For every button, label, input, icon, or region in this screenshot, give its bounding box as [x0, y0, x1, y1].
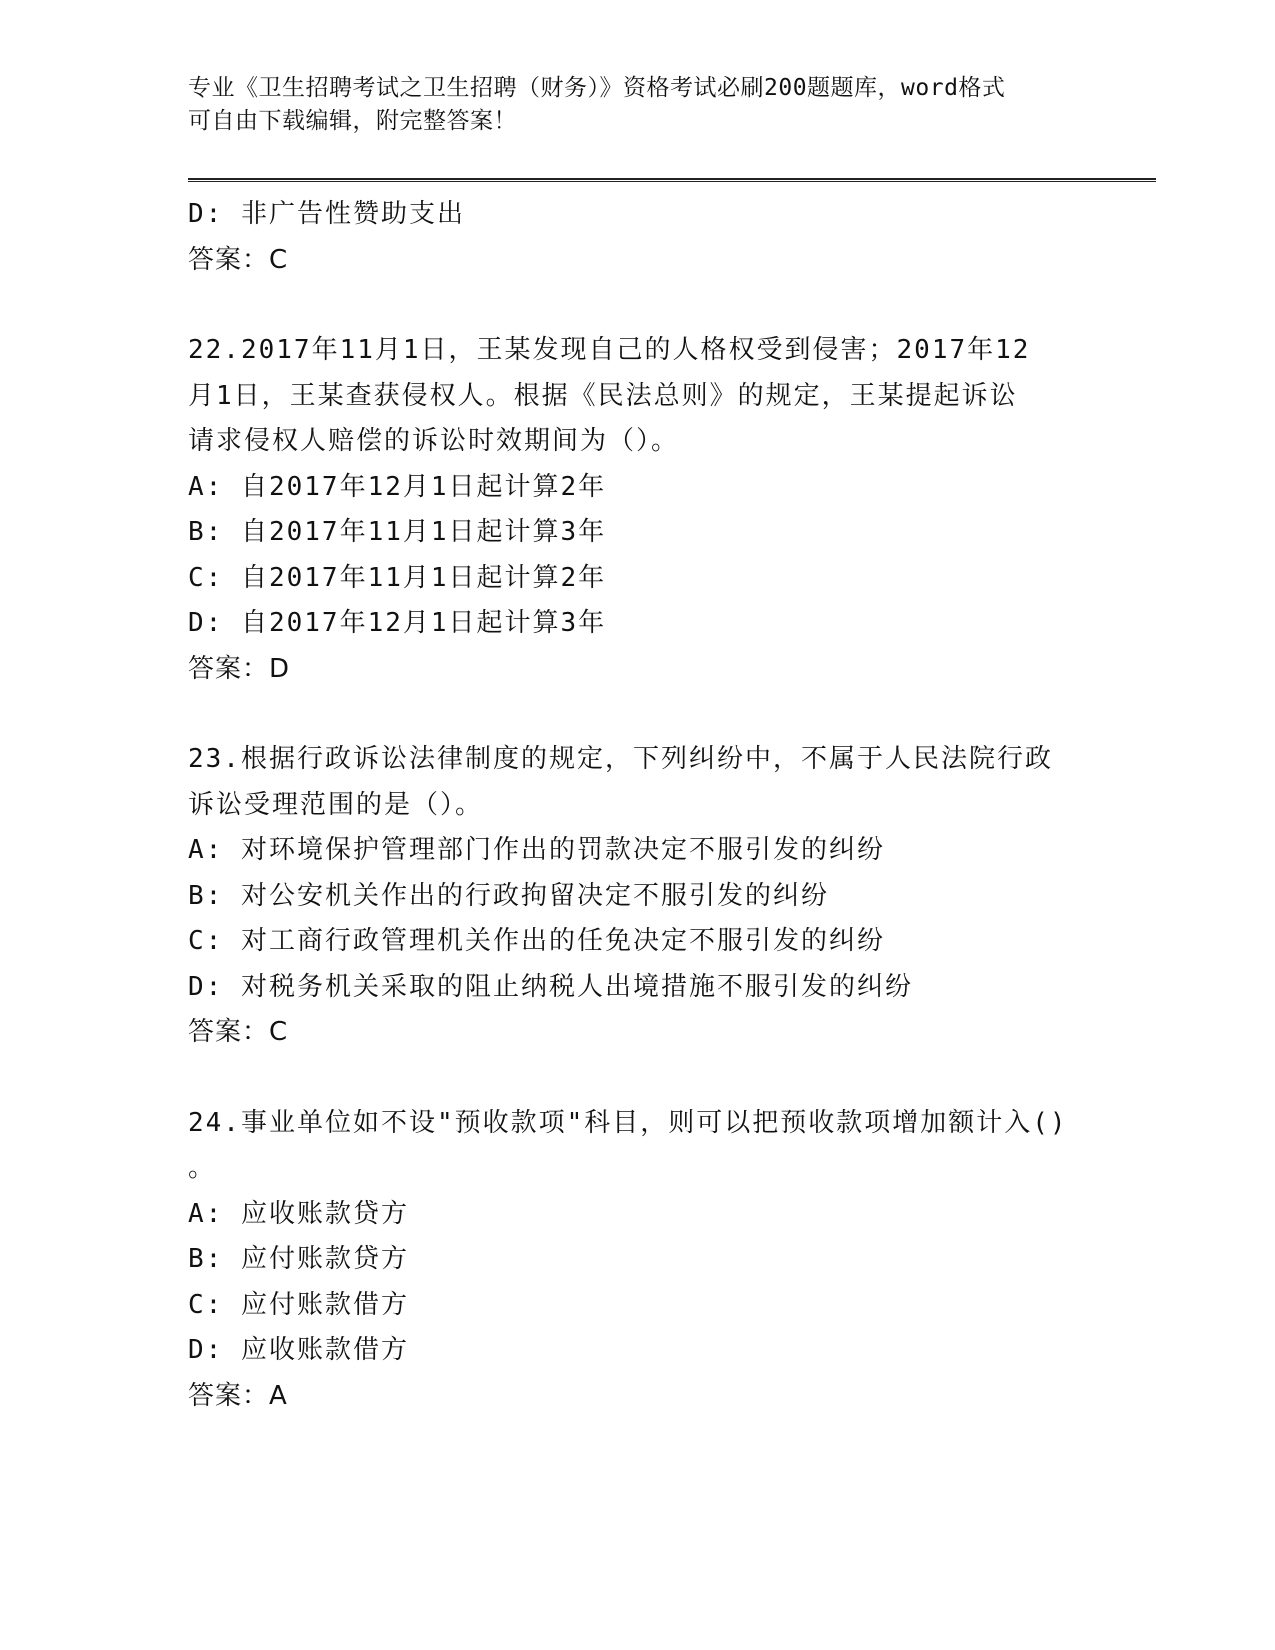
header-title-line-1: 专业《卫生招聘考试之卫生招聘（财务）》资格考试必刷200题题库，word格式 [188, 75, 1006, 101]
question-stem-line: 。 [188, 1153, 217, 1183]
question-stem-line: 24.事业单位如不设"预收款项"科目，则可以把预收款项增加额计入() [188, 1107, 1068, 1138]
option-c: C: 对工商行政管理机关作出的任免决定不服引发的纠纷 [188, 926, 885, 956]
question-stem-line: 请求侵权人赔偿的诉讼时效期间为（）。 [188, 426, 680, 456]
option-b: B: 对公安机关作出的行政拘留决定不服引发的纠纷 [188, 880, 829, 911]
option-d: D: 对税务机关采取的阻止纳税人出境措施不服引发的纠纷 [188, 971, 913, 1002]
option-b: B: 应付账款贷方 [188, 1244, 409, 1274]
option-a: A: 对环境保护管理部门作出的罚款决定不服引发的纠纷 [188, 835, 885, 865]
question-22 [188, 328, 1088, 692]
option-a: A: 应收账款贷方 [188, 1198, 409, 1229]
answer-line: 答案：C [188, 244, 289, 275]
answer-line: 答案：D [188, 653, 291, 684]
question-24 [188, 1101, 1088, 1420]
question-23 [188, 737, 1088, 1056]
option-d: D: 自2017年12月1日起计算3年 [188, 608, 607, 638]
answer-line: 答案：A [188, 1380, 288, 1411]
option-a: A: 自2017年12月1日起计算2年 [188, 471, 607, 502]
question-stem-line: 23.根据行政诉讼法律制度的规定，下列纠纷中，不属于人民法院行政 [188, 744, 1053, 774]
document-body [188, 192, 1088, 1419]
question-stem-line: 诉讼受理范围的是（）。 [188, 789, 484, 820]
header-title-line-2: 可自由下载编辑，附完整答案！ [188, 108, 517, 134]
option-d: D: 非广告性赞助支出 [188, 199, 465, 229]
option-c: C: 应付账款借方 [188, 1289, 409, 1320]
page-header [188, 72, 1088, 138]
option-d: D: 应收账款借方 [188, 1335, 409, 1365]
question-stem-line: 22.2017年11月1日，王某发现自己的人格权受到侵害；2017年12 [188, 335, 1031, 365]
option-b: B: 自2017年11月1日起计算3年 [188, 517, 607, 547]
question-stem-line: 月1日，王某查获侵权人。根据《民法总则》的规定，王某提起诉讼 [188, 380, 1018, 411]
answer-line: 答案：C [188, 1017, 289, 1047]
header-divider [188, 178, 1156, 182]
option-c: C: 自2017年11月1日起计算2年 [188, 562, 607, 593]
